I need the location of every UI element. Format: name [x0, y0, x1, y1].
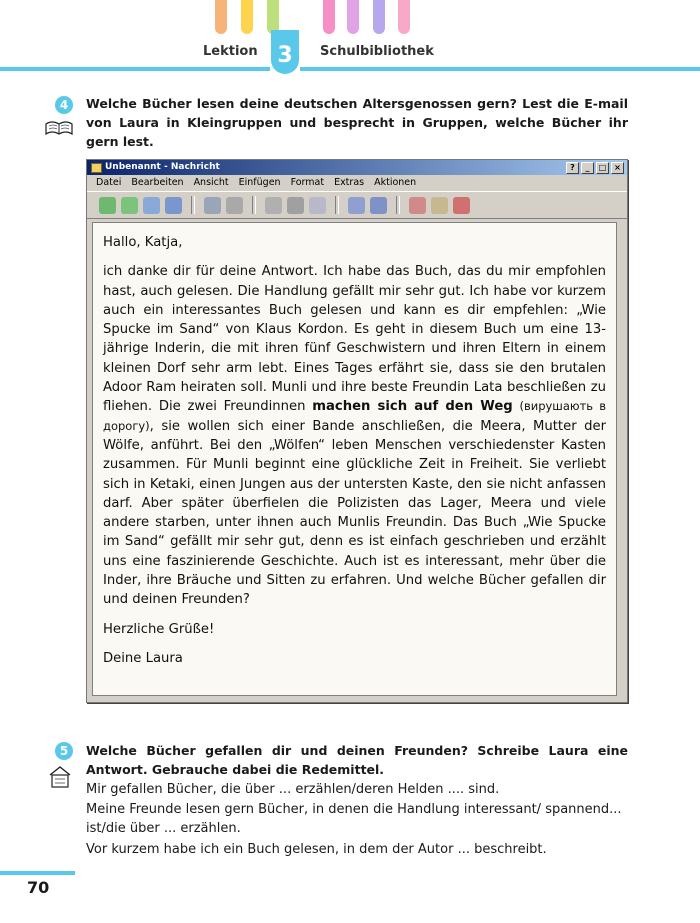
send-receive-icon[interactable]: [121, 197, 138, 214]
header-rule-right: [300, 67, 700, 71]
close-icon[interactable]: ×: [611, 162, 624, 174]
message-icon: [91, 163, 102, 173]
lesson-topic: Schulbibliothek: [320, 44, 434, 59]
print-icon[interactable]: [226, 197, 243, 214]
copy-icon[interactable]: [287, 197, 304, 214]
email-closing: Herzliche Grüße!: [103, 621, 215, 637]
email-signature: Deine Laura: [103, 650, 183, 666]
toolbar-separator: [335, 196, 339, 214]
menu-ansicht[interactable]: Ansicht: [193, 177, 229, 188]
email-greeting: Hallo, Katja,: [103, 235, 183, 250]
send-icon[interactable]: [99, 197, 116, 214]
open-book-icon: [44, 118, 74, 136]
menu-aktionen[interactable]: Aktionen: [374, 177, 417, 188]
maximize-icon[interactable]: □: [596, 162, 609, 174]
phrase-2: Meine Freunde lesen gern Bücher, in denen die Handlung interessant/ spannend... ist/die über ... erzählen.: [86, 802, 622, 836]
attach-icon[interactable]: [409, 197, 426, 214]
color-tab: [215, 0, 227, 34]
flag-icon[interactable]: [431, 197, 448, 214]
phrase-1: Mir gefallen Bücher, die über ... erzählen/deren Helden .... sind.: [86, 782, 500, 797]
task-5-instruction: Welche Bücher gefallen dir und deinen Freunden? Schreibe Laura eine Antwort. Gebrauche dabei die Redemittel.: [86, 743, 628, 777]
email-body: [103, 262, 606, 609]
check-names-icon[interactable]: [370, 197, 387, 214]
menu-extras[interactable]: Extras: [334, 177, 365, 188]
window-title: Unbenannt - Nachricht: [105, 162, 220, 172]
lesson-number-badge: 3: [271, 30, 299, 74]
email-body-part2: , sie wollen sich einer Bande anschließen, die Meera, Mutter der Wölfe, anführt. Bei den „Wölfen“ leben Menschen verschiedenster Kasten zusammen. Für Munli beginnt eine glückliche Zeit in Freiheit. Sie verliebt sich in Ketaki, einen Jungen aus der untersten Kaste, den sie nicht anfassen darf. Aber später überfielen die Polizisten das Lager, Meera und viele andere starben, unter ihnen auch Munlis Freundin. Das Buch „Wie Spucke im Sand“ gefällt mir sehr gut, denn es ist einfach geschrieben und erzählt uns eine faszinierende Geschichte. Auch ist es interessant, mehr über die Inder, ihre Bräuche und Sitten zu erfahren. Und welche Bücher gefallen dir und deinen Freunden?: [103, 418, 606, 608]
save-icon[interactable]: [204, 197, 221, 214]
find-icon[interactable]: [309, 197, 326, 214]
address-book-icon[interactable]: [348, 197, 365, 214]
toolbar-separator: [191, 196, 195, 214]
color-tab: [373, 0, 385, 34]
reply-icon[interactable]: [143, 197, 160, 214]
forward-icon[interactable]: [165, 197, 182, 214]
minimize-icon[interactable]: _: [581, 162, 594, 174]
move-icon[interactable]: [265, 197, 282, 214]
toolbar-separator: [252, 196, 256, 214]
toolbar: [87, 191, 627, 219]
color-tab: [398, 0, 410, 34]
email-text: [103, 233, 606, 668]
color-tab: [267, 0, 279, 34]
task-5-number: 5: [55, 742, 73, 760]
delete-icon[interactable]: [453, 197, 470, 214]
help-icon[interactable]: ?: [566, 162, 579, 174]
task-4-number: 4: [55, 96, 73, 114]
email-window: [86, 159, 628, 703]
header-rule-left: [0, 67, 270, 71]
page-number: 70: [27, 878, 50, 897]
color-tab: [323, 0, 335, 34]
color-tab: [241, 0, 253, 34]
menu-datei[interactable]: Datei: [96, 177, 122, 188]
window-titlebar[interactable]: [87, 160, 627, 175]
toolbar-separator: [396, 196, 400, 214]
footer-rule: [0, 871, 75, 875]
color-tab: [347, 0, 359, 34]
menu-bearbeiten[interactable]: Bearbeiten: [131, 177, 184, 188]
email-highlight: machen sich auf den Weg: [312, 399, 513, 415]
email-body-part1: ich danke dir für deine Antwort. Ich habe das Buch, das du mir empfohlen hast, auch gelesen. Die Handlung gefällt mir sehr gut. Ich habe vor kurzem auch ein interessantes Buch gelesen und kann es dir empfehlen: „Wie Spucke im Sand“ von Klaus Kordon. Es geht in diesem Buch um eine 13-jährige Inderin, die mit ihren fünf Geschwistern und ihren Eltern in einem kleinen Dorf sehr arm lebt. Eines Tages erfährt sie, dass sie den brutalen Adoor Ram heiraten soll. Munli und ihre beste Freundin Lata beschließen zu fliehen. Die zwei Freundinnen: [103, 264, 606, 415]
email-translation: (вирушають в дорогу): [103, 399, 607, 433]
house-abc-icon: [47, 764, 73, 790]
menu-einfuegen[interactable]: Einfügen: [238, 177, 281, 188]
task-4-instruction: Welche Bücher lesen deine deutschen Altersgenossen gern? Lest die E-mail von Laura in Kleingruppen und besprecht in Gruppen, welche Bücher ihr gern lest.: [86, 96, 628, 149]
menu-format[interactable]: Format: [290, 177, 325, 188]
phrase-3: Vor kurzem habe ich ein Buch gelesen, in dem der Autor ... beschreibt.: [86, 842, 547, 857]
lesson-label: Lektion: [203, 44, 258, 59]
menu-bar: [87, 175, 627, 191]
message-body[interactable]: [92, 222, 617, 696]
